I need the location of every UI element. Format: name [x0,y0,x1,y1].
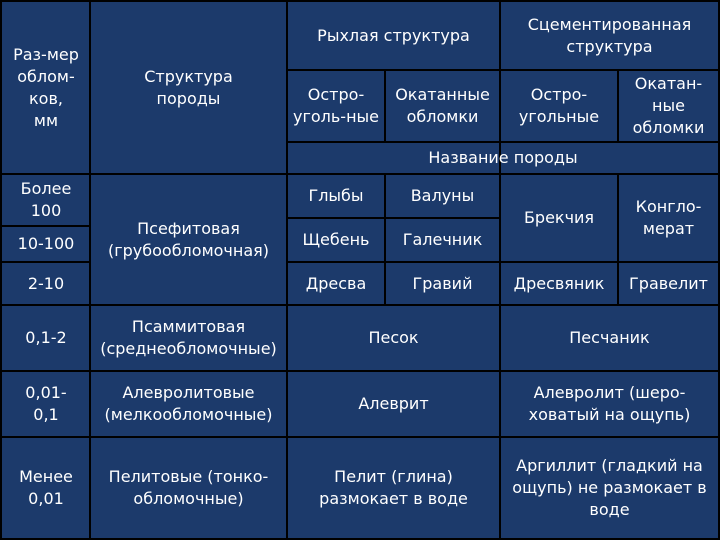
rock-pelite-clay: Пелит (глина) размокает в воде [319,467,468,508]
size-10-100: 10-100 [17,234,75,253]
rock-silt: Алеврит [358,394,429,413]
rock-rubble: Щебень [302,230,370,249]
structure-psammite: Псаммитовая (среднеобломочные) [100,317,277,358]
header-loose-angular: Остро- уголь-ные [292,85,380,126]
rock-gravelite: Гравелит [629,273,708,293]
rock-gruss-stone: Дресвяник [513,273,605,293]
size-under-0-01: Менее 0,01 [19,467,73,508]
structure-pelite: Пелитовые (тонко- обломочные) [108,467,269,508]
header-loose-structure: Рыхлая структура [317,26,470,45]
size-2-10: 2-10 [27,273,65,293]
rock-gravel: Гравий [412,273,473,293]
rock-boulders: Валуны [410,186,475,205]
structure-aleurite: Алевролитовые (мелкообломочные) [104,383,273,424]
rock-pebbles: Галечник [402,230,483,249]
size-0-01-to-0-1: 0,01- 0,1 [25,383,67,424]
size-over-100: Более 100 [20,179,72,220]
structure-psephite: Псефитовая (грубообломочная) [107,218,270,260]
rock-sandstone: Песчаник [569,328,650,347]
header-cemented-angular: Остро- угольные [518,85,600,126]
rock-argillite: Аргиллит (гладкий на ощупь) не размокает в воде [512,456,707,519]
header-cemented-structure: Сцементированная структура [527,15,692,56]
header-loose-rounded: Окатанные обломки [395,85,490,126]
rock-siltstone: Алевролит (шеро- ховатый на ощупь) [528,383,691,424]
header-rock-structure: Структура породы [144,67,233,108]
rock-conglomerate: Конгло- мерат [635,197,702,238]
header-cemented-rounded: Окатан- ные обломки [632,74,705,137]
rock-breccia: Брекчия [523,208,595,227]
header-rock-name: Название породы [428,148,578,167]
rock-blocks: Глыбы [308,186,364,205]
header-fragment-size: Раз-мер облом- ков, мм [13,45,79,130]
size-0-1-to-2: 0,1-2 [25,328,67,347]
rock-sand: Песок [368,328,419,347]
rock-gruss: Дресва [305,273,367,293]
